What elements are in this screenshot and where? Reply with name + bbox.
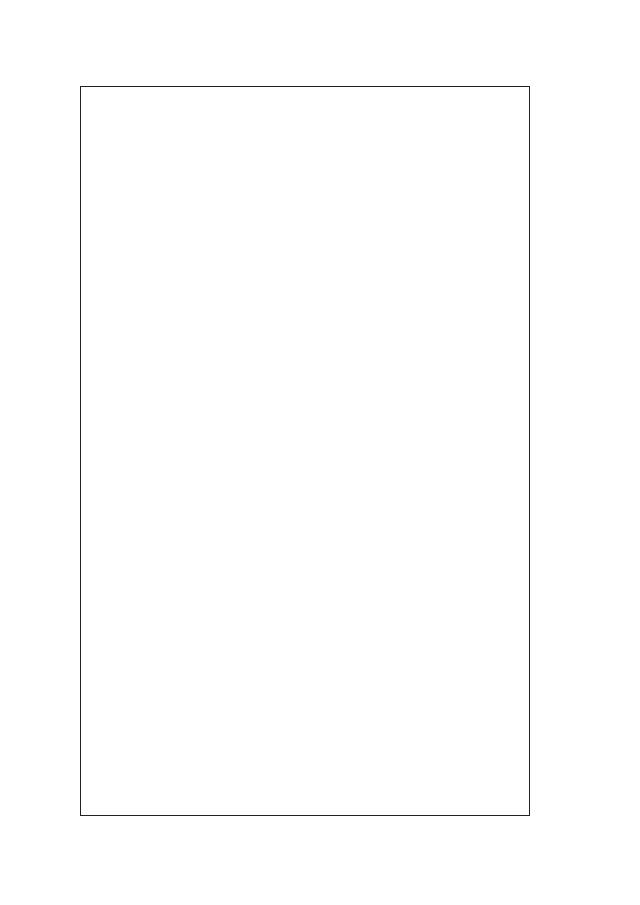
- rotated-table: [80, 86, 530, 816]
